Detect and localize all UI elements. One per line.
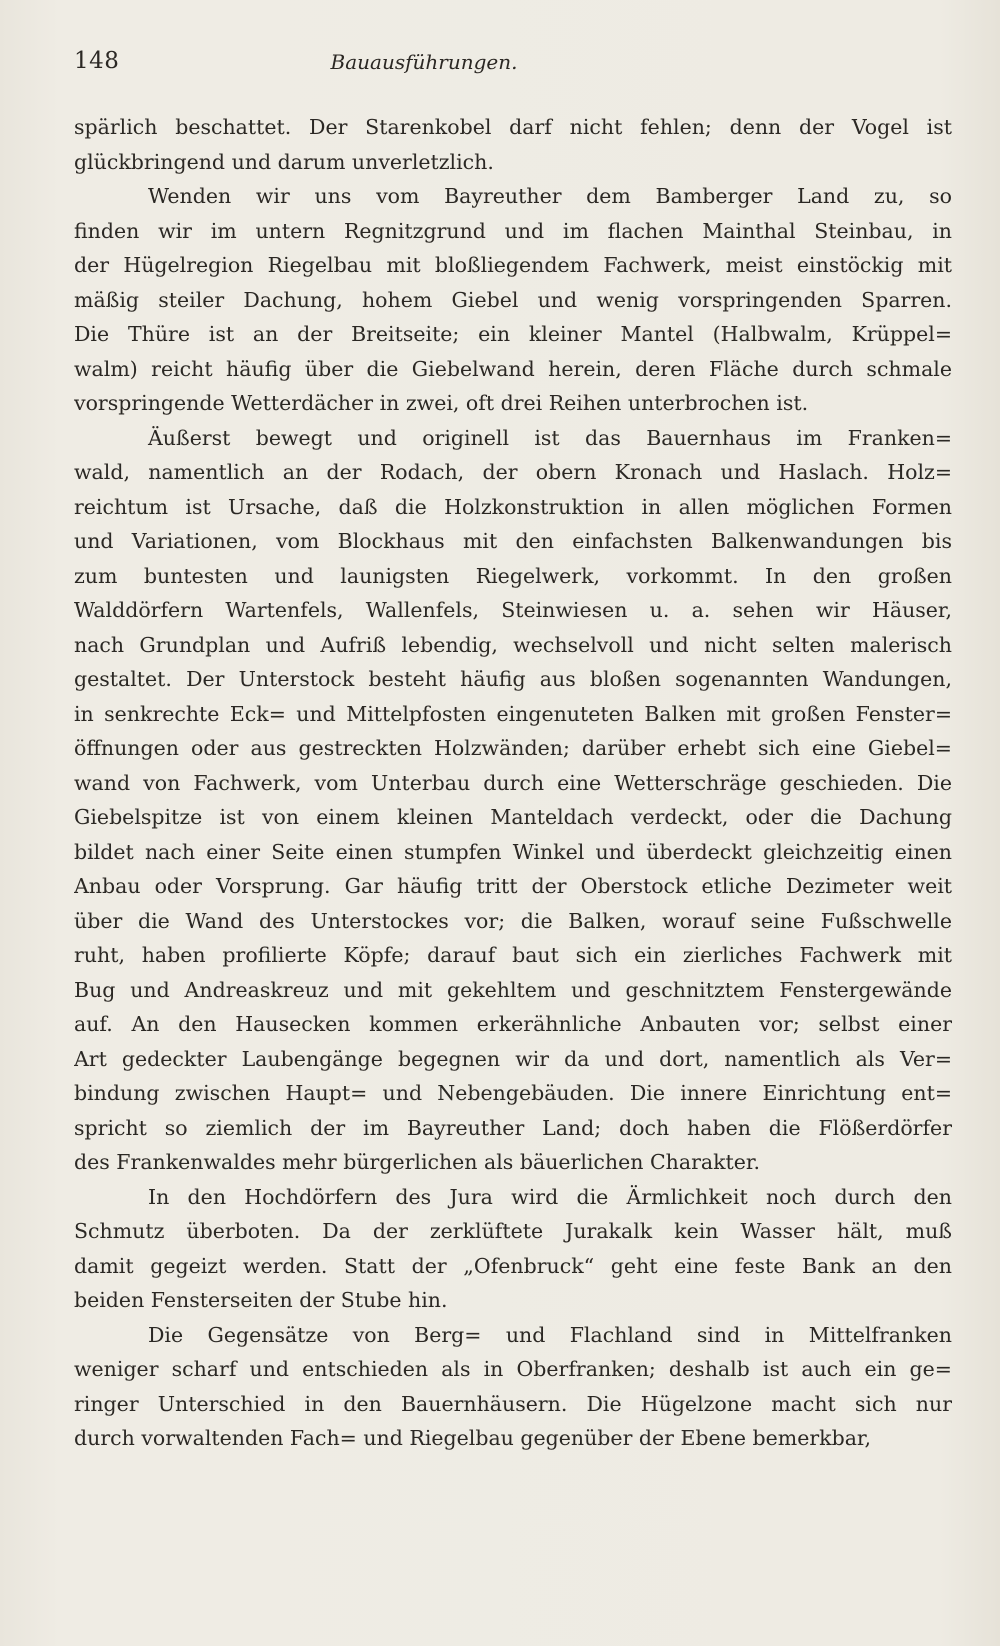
text-line: beiden Fensterseiten der Stube hin. (74, 1288, 448, 1312)
text-line: Schmutz überboten. Da der zerklüftete Jurakalk kein Wasser hält, muß (74, 1219, 952, 1243)
text-line: weniger scharf und entschieden als in Oberfranken; deshalb ist auch ein ge= (74, 1357, 952, 1381)
paragraph (74, 1318, 952, 1456)
text-line: nach Grundplan und Aufriß lebendig, wechselvoll und nicht selten malerisch (74, 632, 952, 657)
text-line: damit gegeizt werden. Statt der „Ofenbruck“ geht eine feste Bank an den (74, 1253, 952, 1278)
text-line: gestaltet. Der Unterstock besteht häufig aus bloßen sogenannten Wandungen, (74, 667, 952, 691)
page-header (74, 48, 950, 84)
paragraph (74, 179, 952, 421)
text-line: bildet nach einer Seite einen stumpfen Winkel und überdeckt gleichzeitig einen (74, 839, 952, 864)
text-line: Die Gegensätze von Berg= und Flachland sind in Mittelfranken (148, 1322, 952, 1347)
text-line: Walddörfern Wartenfels, Wallenfels, Steinwiesen u. a. sehen wir Häuser, (74, 598, 952, 622)
text-line: ringer Unterschied in den Bauernhäusern. Die Hügelzone macht sich nur (74, 1391, 952, 1416)
text-line: Bug und Andreaskreuz und mit gekehltem und geschnitztem Fenstergewände (74, 977, 952, 1002)
body-text (74, 110, 952, 1456)
text-line: wand von Fachwerk, vom Unterbau durch eine Wetterschräge geschieden. Die (74, 770, 952, 795)
text-line: wald, namentlich an der Rodach, der obern Kronach und Haslach. Holz= (74, 460, 952, 484)
paragraph (74, 421, 952, 1180)
text-line: finden wir im untern Regnitzgrund und im flachen Mainthal Steinbau, in (74, 218, 952, 243)
text-line: reichtum ist Ursache, daß die Holzkonstruktion in allen möglichen Formen (74, 494, 952, 519)
text-line: Giebelspitze ist von einem kleinen Manteldach verdeckt, oder die Dachung (74, 805, 952, 829)
text-line: öffnungen oder aus gestreckten Holzwänden; darüber erhebt sich eine Giebel= (74, 736, 952, 760)
text-line: Art gedeckter Laubengänge begegnen wir da und dort, namentlich als Ver= (74, 1046, 952, 1071)
text-line: Äußerst bewegt und originell ist das Bauernhaus im Franken= (148, 425, 952, 450)
text-line: auf. An den Hausecken kommen erkerähnliche Anbauten vor; selbst einer (74, 1012, 952, 1036)
text-line: zum buntesten und launigsten Riegelwerk, vorkommt. In den großen (74, 563, 952, 588)
text-line: und Variationen, vom Blockhaus mit den einfachsten Balkenwandungen bis (74, 529, 952, 553)
text-line: ruht, haben profilierte Köpfe; darauf baut sich ein zierliches Fachwerk mit (74, 943, 952, 967)
text-line: spricht so ziemlich der im Bayreuther Land; doch haben die Flößerdörfer (74, 1115, 952, 1140)
text-line: Die Thüre ist an der Breitseite; ein kleiner Mantel (Halbwalm, Krüppel= (74, 322, 952, 346)
text-line: vorspringende Wetterdächer in zwei, oft drei Reihen unterbrochen ist. (74, 391, 809, 415)
text-line: des Frankenwaldes mehr bürgerlichen als bäuerlichen Charakter. (74, 1150, 760, 1174)
paragraph (74, 110, 952, 179)
running-head: Bauausführungen. (330, 50, 518, 74)
text-line: über die Wand des Unterstockes vor; die Balken, worauf seine Fußschwelle (74, 908, 952, 933)
text-line: spärlich beschattet. Der Starenkobel darf nicht fehlen; denn der Vogel ist (74, 115, 952, 139)
text-line: in senkrechte Eck= und Mittelpfosten eingenuteten Balken mit großen Fenster= (74, 701, 952, 726)
text-line: durch vorwaltenden Fach= und Riegelbau gegenüber der Ebene bemerkbar, (74, 1426, 871, 1450)
text-line: walm) reicht häufig über die Giebelwand herein, deren Fläche durch schmale (74, 356, 952, 381)
text-line: bindung zwischen Haupt= und Nebengebäuden. Die innere Einrichtung ent= (74, 1081, 952, 1105)
text-line: mäßig steiler Dachung, hohem Giebel und wenig vorspringenden Sparren. (74, 287, 952, 312)
text-line: Anbau oder Vorsprung. Gar häufig tritt der Oberstock etliche Dezimeter weit (74, 874, 952, 898)
text-line: Wenden wir uns vom Bayreuther dem Bamberger Land zu, so (148, 184, 952, 208)
page-number: 148 (74, 48, 120, 74)
text-line: glückbringend und darum unverletzlich. (74, 149, 494, 174)
text-line: der Hügelregion Riegelbau mit bloßliegendem Fachwerk, meist einstöckig mit (74, 253, 952, 277)
paragraph (74, 1180, 952, 1318)
text-line: In den Hochdörfern des Jura wird die Ärmlichkeit noch durch den (148, 1184, 952, 1209)
